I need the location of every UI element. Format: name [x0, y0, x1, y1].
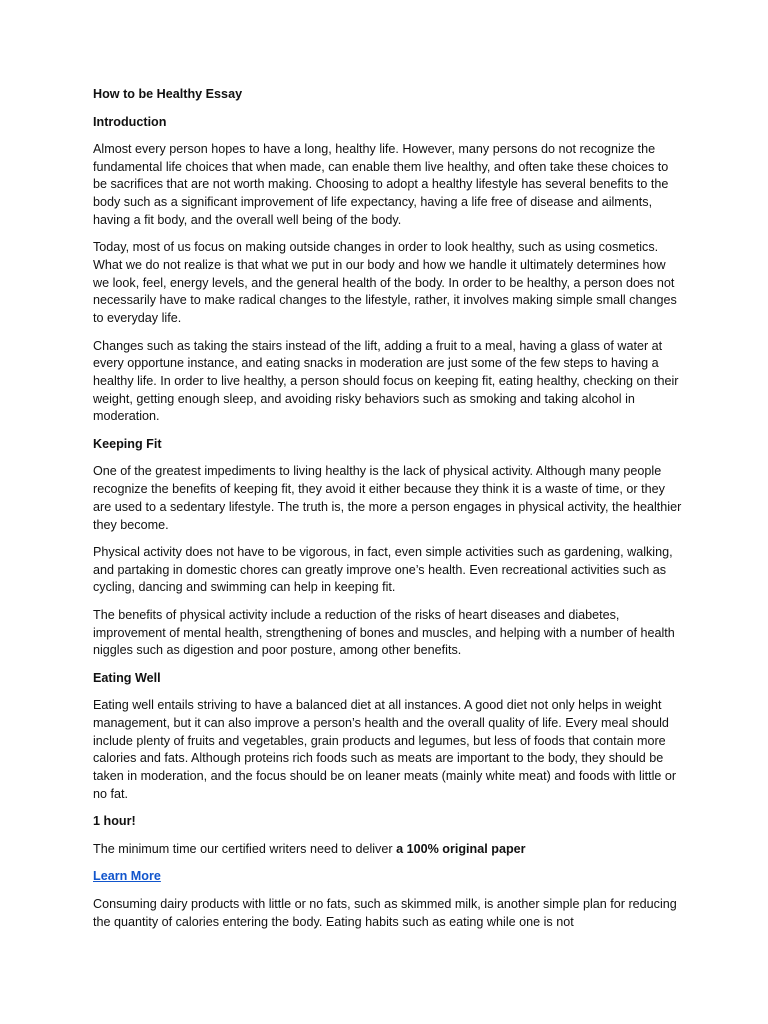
paragraph-intro-1: Almost every person hopes to have a long, healthy life. However, many persons do not recognize the fundamental life choices that when made, can enable them live healthy, and often take these choices to be sacrifices that are not worth making. Choosing to adopt a healthy lifestyle has several benefits to the body such as a significant improvement of life expectancy, having a life free of disease and ailments, having a fit body, and the overall well being of the body. [93, 142, 669, 227]
paragraph-intro-3: Changes such as taking the stairs instead of the lift, adding a fruit to a meal, having a glass of water at every opportune instance, and eating snacks in moderation are just some of the few steps to having a healthy life. In order to live healthy, a person should focus on keeping fit, eating healthy, checking on their weight, getting enough sleep, and avoiding risky behaviors such as smoking and taking alcohol in moderation. [93, 338, 679, 424]
promo-text-regular: The minimum time our certified writers need to deliver [93, 841, 397, 856]
paragraph-fit-2: Physical activity does not have to be vigorous, in fact, even simple activities such as gardening, walking, and partaking in domestic chores can greatly improve one’s health. Even recreational activities such as cycling, dancing and swimming can help in keeping fit. [93, 545, 673, 595]
learn-more-link[interactable]: Learn More [93, 869, 161, 884]
document-title: How to be Healthy Essay [93, 87, 243, 101]
promo-heading: 1 hour! [93, 814, 136, 829]
section-heading-eating-well: Eating Well [93, 670, 161, 685]
promo-text-bold: a 100% original paper [396, 841, 526, 856]
paragraph-eat-2: Consuming dairy products with little or no fats, such as skimmed milk, is another simple plan for reducing the quantity of calories entering the body. Eating habits such as eating while one is not [93, 896, 677, 929]
paragraph-eat-1: Eating well entails striving to have a balanced diet at all instances. A good diet not only helps in weight management, but it can also improve a person’s health and the overall quality of life. Every meal should include plenty of fruits and vegetables, grain products and legumes, but less of foods that contain more calories and fats. Although proteins rich foods such as meats are important to the body, they should be taken in moderation, and the focus should be on leaner meats (mainly white meat) and foods with little or no fat. [93, 698, 677, 801]
paragraph-fit-3: The benefits of physical activity include a reduction of the risks of heart diseases and diabetes, improvement of mental health, strengthening of bones and muscles, and helping with a number of health niggles such as digestion and poor posture, among other benefits. [93, 607, 675, 658]
learn-more-row [93, 868, 683, 886]
document-page [93, 86, 683, 941]
section-heading-introduction: Introduction [93, 114, 167, 129]
section-heading-keeping-fit: Keeping Fit [93, 436, 162, 451]
paragraph-fit-1: One of the greatest impediments to living healthy is the lack of physical activity. Although many people recognize the benefits of keeping fit, they avoid it either because they think it is a waste of time, or they are used to a sedentary lifestyle. The truth is, the more a person engages in physical activity, the healthier they become. [93, 464, 682, 532]
promo-text [93, 841, 683, 859]
paragraph-intro-2: Today, most of us focus on making outside changes in order to look healthy, such as using cosmetics. What we do not realize is that what we put in our body and how we handle it ultimately determines how we look, feel, energy levels, and the general health of the body. In order to be healthy, a person does not necessarily have to make radical changes to the lifestyle, rather, it involves making simple small changes to everyday life. [93, 240, 677, 326]
